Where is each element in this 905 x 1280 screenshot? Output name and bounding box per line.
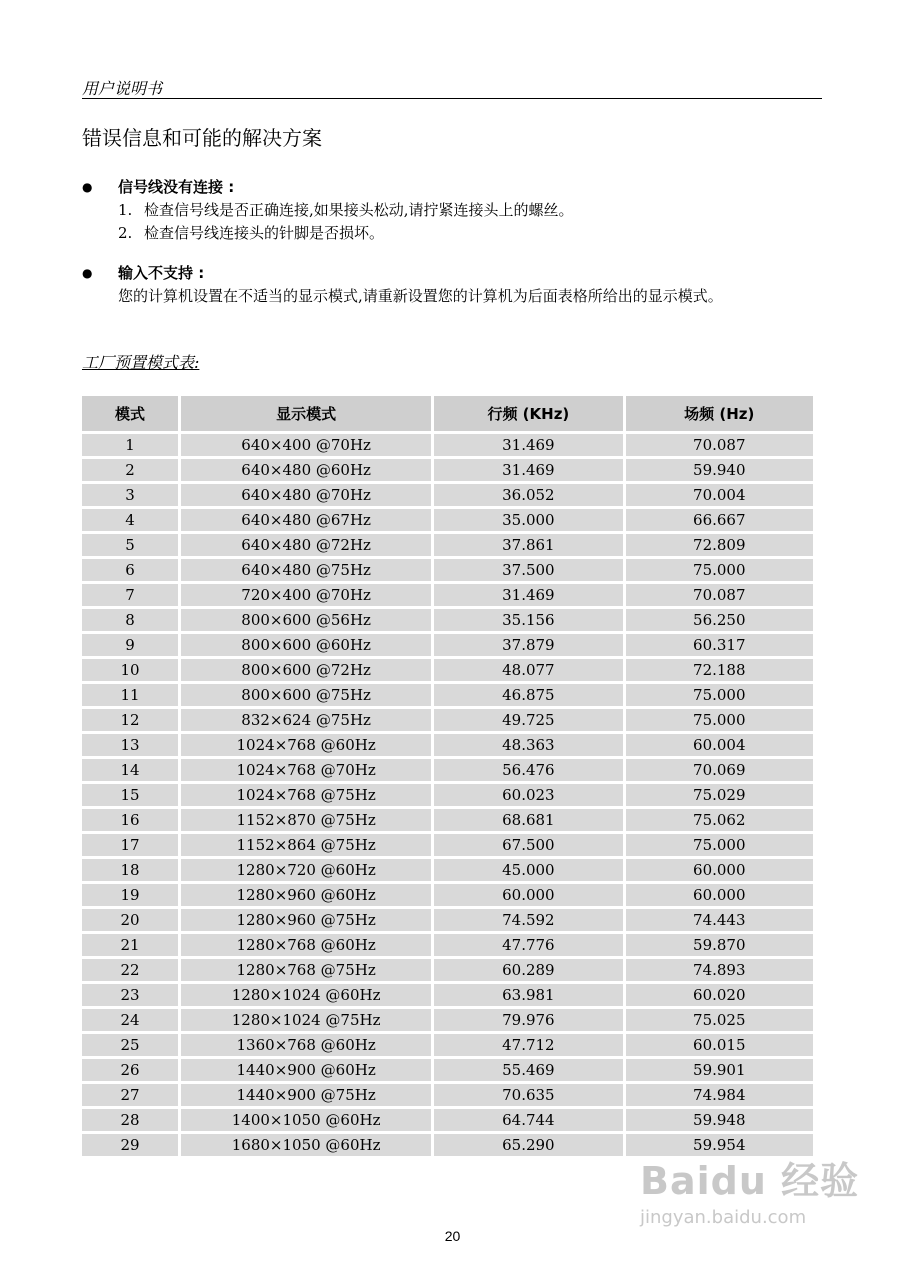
vertical-freq-cell: 60.004 bbox=[626, 734, 813, 756]
vertical-freq-cell: 75.025 bbox=[626, 1009, 813, 1031]
header-divider bbox=[82, 98, 822, 99]
horizontal-freq-cell: 63.981 bbox=[434, 984, 622, 1006]
table-row bbox=[82, 1009, 813, 1031]
mode-number-cell: 1 bbox=[82, 434, 178, 456]
display-mode-cell: 1152×864 @75Hz bbox=[181, 834, 431, 856]
table-header-row bbox=[82, 396, 813, 431]
mode-number-cell: 28 bbox=[82, 1109, 178, 1131]
mode-number-cell: 13 bbox=[82, 734, 178, 756]
table-row bbox=[82, 834, 813, 856]
vertical-freq-cell: 74.893 bbox=[626, 959, 813, 981]
table-row bbox=[82, 634, 813, 656]
mode-number-cell: 16 bbox=[82, 809, 178, 831]
horizontal-freq-cell: 31.469 bbox=[434, 459, 622, 481]
mode-number-cell: 19 bbox=[82, 884, 178, 906]
table-row bbox=[82, 909, 813, 931]
mode-number-cell: 10 bbox=[82, 659, 178, 681]
mode-number-cell: 11 bbox=[82, 684, 178, 706]
display-mode-cell: 1024×768 @60Hz bbox=[181, 734, 431, 756]
display-mode-cell: 640×480 @72Hz bbox=[181, 534, 431, 556]
table-row bbox=[82, 584, 813, 606]
display-mode-cell: 1280×1024 @75Hz bbox=[181, 1009, 431, 1031]
table-row bbox=[82, 884, 813, 906]
vertical-freq-cell: 75.000 bbox=[626, 834, 813, 856]
horizontal-freq-cell: 70.635 bbox=[434, 1084, 622, 1106]
display-mode-cell: 1280×720 @60Hz bbox=[181, 859, 431, 881]
bullet-dot-icon: ● bbox=[82, 180, 93, 194]
table-row bbox=[82, 484, 813, 506]
mode-number-cell: 14 bbox=[82, 759, 178, 781]
header-horizontal-freq: 行频 (KHz) bbox=[434, 396, 622, 431]
display-mode-cell: 800×600 @56Hz bbox=[181, 609, 431, 631]
mode-number-cell: 6 bbox=[82, 559, 178, 581]
section-title: 错误信息和可能的解决方案 bbox=[82, 126, 322, 150]
mode-number-cell: 24 bbox=[82, 1009, 178, 1031]
display-mode-cell: 1024×768 @70Hz bbox=[181, 759, 431, 781]
watermark-url: jingyan.baidu.com bbox=[640, 1207, 807, 1228]
display-mode-cell: 1360×768 @60Hz bbox=[181, 1034, 431, 1056]
table-row bbox=[82, 734, 813, 756]
horizontal-freq-cell: 60.289 bbox=[434, 959, 622, 981]
display-mode-cell: 800×600 @75Hz bbox=[181, 684, 431, 706]
bullet-input-unsupported bbox=[82, 262, 822, 308]
display-mode-cell: 1280×768 @75Hz bbox=[181, 959, 431, 981]
list-item-text: 检查信号线连接头的针脚是否损坏。 bbox=[144, 224, 385, 242]
header-vertical-freq: 场频 (Hz) bbox=[626, 396, 813, 431]
table-row bbox=[82, 509, 813, 531]
mode-number-cell: 17 bbox=[82, 834, 178, 856]
bullet-heading: 输入不支持 : bbox=[118, 264, 205, 282]
display-mode-cell: 1280×960 @75Hz bbox=[181, 909, 431, 931]
vertical-freq-cell: 74.984 bbox=[626, 1084, 813, 1106]
horizontal-freq-cell: 35.156 bbox=[434, 609, 622, 631]
horizontal-freq-cell: 49.725 bbox=[434, 709, 622, 731]
mode-number-cell: 25 bbox=[82, 1034, 178, 1056]
table-row bbox=[82, 684, 813, 706]
display-mode-cell: 1152×870 @75Hz bbox=[181, 809, 431, 831]
display-mode-cell: 1680×1050 @60Hz bbox=[181, 1134, 431, 1156]
horizontal-freq-cell: 64.744 bbox=[434, 1109, 622, 1131]
mode-number-cell: 5 bbox=[82, 534, 178, 556]
vertical-freq-cell: 59.954 bbox=[626, 1134, 813, 1156]
vertical-freq-cell: 60.000 bbox=[626, 859, 813, 881]
horizontal-freq-cell: 37.500 bbox=[434, 559, 622, 581]
mode-number-cell: 18 bbox=[82, 859, 178, 881]
vertical-freq-cell: 70.087 bbox=[626, 584, 813, 606]
vertical-freq-cell: 59.940 bbox=[626, 459, 813, 481]
list-item-number: 1. bbox=[118, 201, 133, 219]
mode-number-cell: 4 bbox=[82, 509, 178, 531]
header-display-mode: 显示模式 bbox=[181, 396, 431, 431]
mode-number-cell: 27 bbox=[82, 1084, 178, 1106]
table-row bbox=[82, 784, 813, 806]
table-row bbox=[82, 559, 813, 581]
display-mode-cell: 1280×1024 @60Hz bbox=[181, 984, 431, 1006]
table-row bbox=[82, 809, 813, 831]
mode-number-cell: 15 bbox=[82, 784, 178, 806]
table-row bbox=[82, 709, 813, 731]
table-row bbox=[82, 759, 813, 781]
mode-number-cell: 9 bbox=[82, 634, 178, 656]
page-number: 20 bbox=[444, 1228, 461, 1244]
table-row bbox=[82, 859, 813, 881]
horizontal-freq-cell: 37.879 bbox=[434, 634, 622, 656]
list-item bbox=[118, 222, 822, 245]
mode-number-cell: 20 bbox=[82, 909, 178, 931]
display-mode-cell: 1280×768 @60Hz bbox=[181, 934, 431, 956]
vertical-freq-cell: 59.948 bbox=[626, 1109, 813, 1131]
header-title: 用户说明书 bbox=[82, 79, 163, 98]
mode-number-cell: 7 bbox=[82, 584, 178, 606]
horizontal-freq-cell: 47.776 bbox=[434, 934, 622, 956]
vertical-freq-cell: 75.000 bbox=[626, 684, 813, 706]
mode-number-cell: 22 bbox=[82, 959, 178, 981]
mode-number-cell: 8 bbox=[82, 609, 178, 631]
display-mode-cell: 1280×960 @60Hz bbox=[181, 884, 431, 906]
vertical-freq-cell: 75.000 bbox=[626, 709, 813, 731]
vertical-freq-cell: 60.317 bbox=[626, 634, 813, 656]
display-mode-cell: 1400×1050 @60Hz bbox=[181, 1109, 431, 1131]
display-mode-cell: 1440×900 @60Hz bbox=[181, 1059, 431, 1081]
vertical-freq-cell: 75.062 bbox=[626, 809, 813, 831]
horizontal-freq-cell: 31.469 bbox=[434, 434, 622, 456]
bullet-signal-cable bbox=[82, 176, 822, 245]
display-mode-cell: 640×480 @60Hz bbox=[181, 459, 431, 481]
display-mode-cell: 640×480 @70Hz bbox=[181, 484, 431, 506]
table-body bbox=[82, 434, 813, 1156]
mode-number-cell: 29 bbox=[82, 1134, 178, 1156]
vertical-freq-cell: 60.020 bbox=[626, 984, 813, 1006]
table-row bbox=[82, 934, 813, 956]
display-mode-cell: 1440×900 @75Hz bbox=[181, 1084, 431, 1106]
preset-modes-table bbox=[79, 393, 816, 1159]
table-row bbox=[82, 609, 813, 631]
display-mode-cell: 800×600 @72Hz bbox=[181, 659, 431, 681]
horizontal-freq-cell: 67.500 bbox=[434, 834, 622, 856]
vertical-freq-cell: 72.188 bbox=[626, 659, 813, 681]
horizontal-freq-cell: 74.592 bbox=[434, 909, 622, 931]
vertical-freq-cell: 75.000 bbox=[626, 559, 813, 581]
vertical-freq-cell: 60.000 bbox=[626, 884, 813, 906]
list-item bbox=[118, 199, 822, 222]
horizontal-freq-cell: 47.712 bbox=[434, 1034, 622, 1056]
table-row bbox=[82, 1109, 813, 1131]
display-mode-cell: 640×480 @67Hz bbox=[181, 509, 431, 531]
table-row bbox=[82, 434, 813, 456]
list-item-number: 2. bbox=[118, 224, 133, 242]
horizontal-freq-cell: 31.469 bbox=[434, 584, 622, 606]
display-mode-cell: 640×480 @75Hz bbox=[181, 559, 431, 581]
horizontal-freq-cell: 37.861 bbox=[434, 534, 622, 556]
bullet-dot-icon: ● bbox=[82, 266, 93, 280]
bullet-heading: 信号线没有连接 : bbox=[118, 178, 235, 196]
horizontal-freq-cell: 35.000 bbox=[434, 509, 622, 531]
display-mode-cell: 800×600 @60Hz bbox=[181, 634, 431, 656]
mode-number-cell: 2 bbox=[82, 459, 178, 481]
display-mode-cell: 640×400 @70Hz bbox=[181, 434, 431, 456]
table-row bbox=[82, 659, 813, 681]
mode-number-cell: 3 bbox=[82, 484, 178, 506]
vertical-freq-cell: 66.667 bbox=[626, 509, 813, 531]
vertical-freq-cell: 75.029 bbox=[626, 784, 813, 806]
vertical-freq-cell: 72.809 bbox=[626, 534, 813, 556]
watermark-logo: Baidu 经验 bbox=[640, 1159, 860, 1203]
horizontal-freq-cell: 60.000 bbox=[434, 884, 622, 906]
table-caption: 工厂预置模式表: bbox=[82, 353, 200, 372]
vertical-freq-cell: 74.443 bbox=[626, 909, 813, 931]
table-row bbox=[82, 959, 813, 981]
horizontal-freq-cell: 55.469 bbox=[434, 1059, 622, 1081]
horizontal-freq-cell: 79.976 bbox=[434, 1009, 622, 1031]
vertical-freq-cell: 59.901 bbox=[626, 1059, 813, 1081]
vertical-freq-cell: 56.250 bbox=[626, 609, 813, 631]
horizontal-freq-cell: 48.363 bbox=[434, 734, 622, 756]
mode-number-cell: 23 bbox=[82, 984, 178, 1006]
horizontal-freq-cell: 46.875 bbox=[434, 684, 622, 706]
horizontal-freq-cell: 65.290 bbox=[434, 1134, 622, 1156]
vertical-freq-cell: 70.087 bbox=[626, 434, 813, 456]
horizontal-freq-cell: 60.023 bbox=[434, 784, 622, 806]
table-row bbox=[82, 984, 813, 1006]
display-mode-cell: 832×624 @75Hz bbox=[181, 709, 431, 731]
vertical-freq-cell: 70.004 bbox=[626, 484, 813, 506]
horizontal-freq-cell: 48.077 bbox=[434, 659, 622, 681]
watermark bbox=[640, 1150, 870, 1250]
display-mode-cell: 720×400 @70Hz bbox=[181, 584, 431, 606]
horizontal-freq-cell: 36.052 bbox=[434, 484, 622, 506]
mode-number-cell: 26 bbox=[82, 1059, 178, 1081]
header-mode: 模式 bbox=[82, 396, 178, 431]
vertical-freq-cell: 70.069 bbox=[626, 759, 813, 781]
mode-number-cell: 12 bbox=[82, 709, 178, 731]
table-row bbox=[82, 1059, 813, 1081]
table-row bbox=[82, 1084, 813, 1106]
display-mode-cell: 1024×768 @75Hz bbox=[181, 784, 431, 806]
vertical-freq-cell: 60.015 bbox=[626, 1034, 813, 1056]
table-row bbox=[82, 534, 813, 556]
table-row bbox=[82, 1034, 813, 1056]
bullet-paragraph: 您的计算机设置在不适当的显示模式,请重新设置您的计算机为后面表格所给出的显示模式。 bbox=[118, 287, 723, 305]
horizontal-freq-cell: 56.476 bbox=[434, 759, 622, 781]
table-row bbox=[82, 459, 813, 481]
horizontal-freq-cell: 68.681 bbox=[434, 809, 622, 831]
list-item-text: 检查信号线是否正确连接,如果接头松动,请拧紧连接头上的螺丝。 bbox=[144, 201, 574, 219]
vertical-freq-cell: 59.870 bbox=[626, 934, 813, 956]
horizontal-freq-cell: 45.000 bbox=[434, 859, 622, 881]
mode-number-cell: 21 bbox=[82, 934, 178, 956]
